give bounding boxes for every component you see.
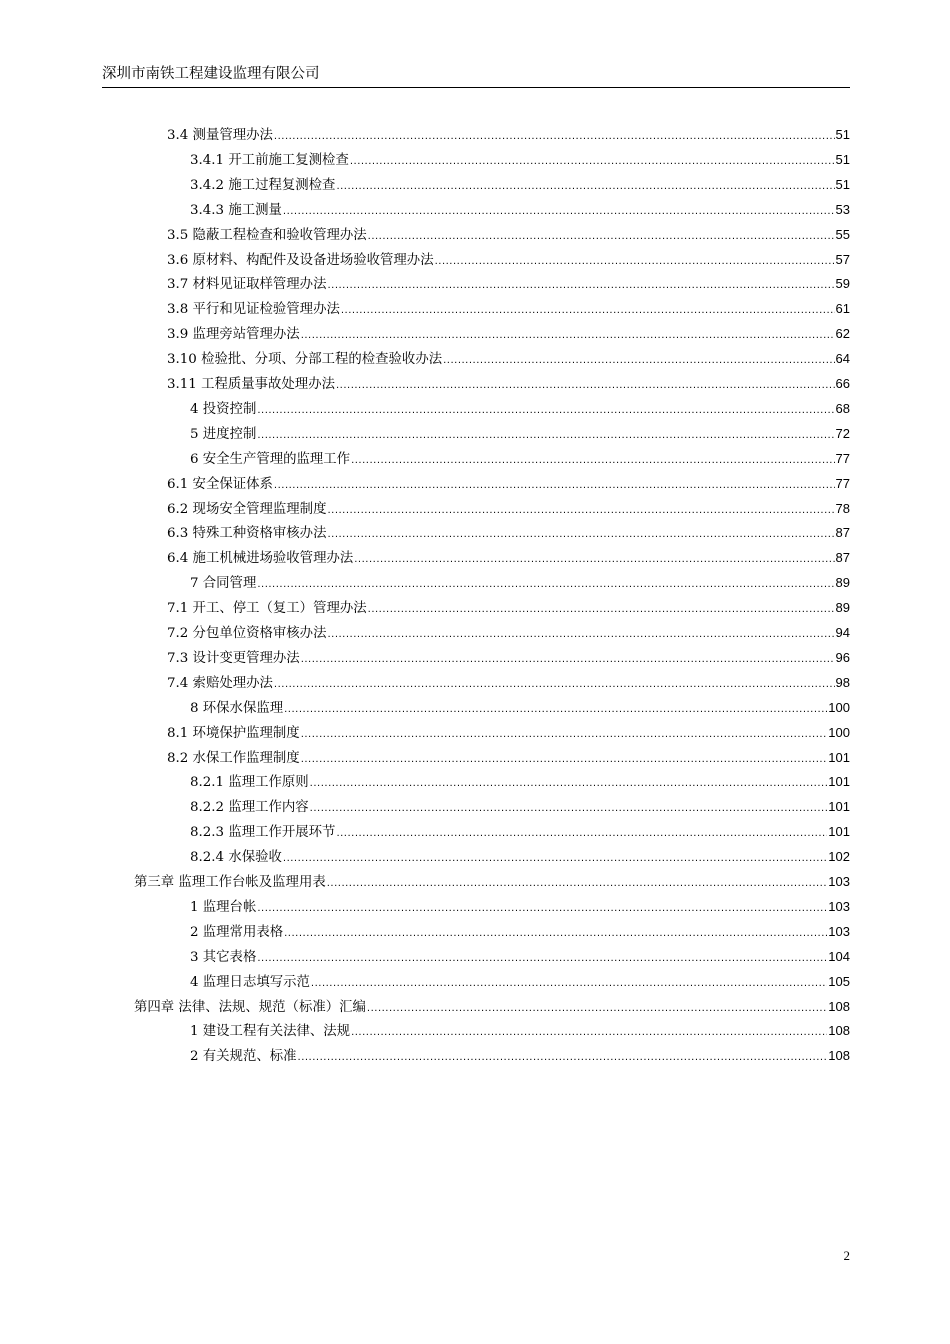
toc-entry-page: 108 — [828, 1048, 850, 1064]
toc-entry-page: 87 — [835, 525, 850, 541]
toc-entry-page: 103 — [828, 898, 850, 914]
toc-dot-leader — [257, 953, 827, 964]
toc-entry[interactable] — [167, 747, 850, 772]
toc-entry[interactable] — [190, 821, 850, 846]
toc-entry-page: 105 — [828, 973, 850, 989]
toc-entry[interactable] — [190, 946, 850, 971]
toc-entry-label: 3.11 工程质量事故处理办法 — [167, 377, 335, 392]
toc-entry-label: 第三章 监理工作台帐及监理用表 — [134, 875, 326, 890]
toc-dot-leader — [283, 853, 827, 864]
toc-entry-page: 57 — [835, 251, 850, 267]
toc-entry[interactable] — [134, 996, 850, 1021]
toc-dot-leader — [284, 928, 827, 939]
toc-entry-label: 6.1 安全保证体系 — [167, 476, 273, 492]
page-number: 2 — [843, 1248, 850, 1263]
toc-entry-page: 101 — [828, 749, 850, 765]
toc-entry[interactable] — [190, 448, 850, 473]
toc-dot-leader — [274, 679, 835, 690]
toc-dot-leader — [336, 181, 834, 192]
toc-entry-label: 3.10 检验批、分项、分部工程的检查验收办法 — [167, 352, 443, 368]
toc-entry[interactable] — [190, 697, 850, 722]
toc-entry-page: 101 — [828, 774, 850, 790]
toc-dot-leader — [283, 206, 835, 217]
toc-dot-leader — [301, 754, 828, 765]
toc-entry[interactable] — [190, 796, 850, 821]
toc-entry-label: 2 有关规范、标准 — [190, 1049, 297, 1065]
toc-entry[interactable] — [190, 971, 850, 996]
toc-entry-label: 7.3 设计变更管理办法 — [167, 650, 300, 666]
toc-entry[interactable] — [190, 199, 850, 224]
toc-dot-leader — [327, 878, 828, 889]
toc-entry[interactable] — [167, 498, 850, 523]
toc-entry-page: 96 — [835, 649, 850, 665]
toc-dot-leader — [257, 405, 834, 416]
toc-entry[interactable] — [167, 622, 850, 647]
toc-dot-leader — [336, 380, 835, 391]
toc-entry-label: 8.2 水保工作监理制度 — [167, 750, 300, 766]
toc-entry[interactable] — [190, 846, 850, 871]
toc-entry[interactable] — [167, 273, 850, 298]
toc-dot-leader — [301, 654, 835, 665]
toc-entry-label: 4 投资控制 — [190, 401, 257, 417]
toc-dot-leader — [257, 430, 834, 441]
toc-dot-leader — [274, 131, 835, 142]
toc-entry-page: 101 — [828, 824, 850, 840]
toc-entry-label: 3.4.3 施工测量 — [190, 202, 282, 218]
toc-entry-page: 103 — [828, 874, 850, 889]
toc-entry-page: 100 — [828, 724, 850, 740]
toc-dot-leader — [368, 604, 835, 615]
toc-entry-label: 8.1 环境保护监理制度 — [167, 725, 300, 741]
toc-entry-page: 53 — [835, 201, 850, 217]
toc-entry-label: 1 建设工程有关法律、法规 — [190, 1024, 351, 1040]
toc-entry-label: 7.1 开工、停工（复工）管理办法 — [167, 601, 367, 617]
toc-entry[interactable] — [190, 423, 850, 448]
toc-dot-leader — [443, 355, 834, 366]
toc-entry-page: 62 — [835, 326, 850, 342]
toc-entry[interactable] — [134, 871, 850, 896]
toc-entry-page: 78 — [835, 500, 850, 516]
toc-entry[interactable] — [190, 572, 850, 597]
toc-dot-leader — [354, 554, 834, 565]
toc-entry-page: 87 — [835, 550, 850, 566]
toc-dot-leader — [351, 455, 834, 466]
toc-entry-label: 7.2 分包单位资格审核办法 — [167, 626, 327, 641]
toc-entry-label: 6.2 现场安全管理监理制度 — [167, 501, 327, 517]
toc-entry-page: 103 — [828, 923, 850, 939]
toc-entry-label: 8 环保水保监理 — [190, 700, 284, 716]
toc-dot-leader — [327, 529, 834, 540]
toc-entry-page: 89 — [835, 575, 850, 591]
toc-entry-label: 6 安全生产管理的监理工作 — [190, 451, 351, 467]
toc-entry-page: 101 — [828, 799, 850, 815]
toc-entry-label: 8.2.2 监理工作内容 — [190, 800, 309, 816]
toc-entry-page: 94 — [835, 625, 850, 640]
toc-entry-page: 100 — [828, 699, 850, 715]
toc-entry[interactable] — [190, 1045, 850, 1070]
toc-entry-label: 3.4 测量管理办法 — [167, 128, 273, 143]
toc-entry-label: 5 进度控制 — [190, 426, 257, 442]
toc-entry-page: 72 — [835, 425, 850, 441]
toc-entry-label: 3.7 材料见证取样管理办法 — [167, 277, 327, 293]
toc-dot-leader — [327, 629, 834, 640]
toc-entry[interactable] — [190, 771, 850, 796]
toc-entry-label: 第四章 法律、法规、规范（标准）汇编 — [134, 999, 366, 1015]
toc-entry[interactable] — [167, 298, 850, 323]
toc-entry-label: 4 监理日志填写示范 — [190, 974, 310, 990]
toc-dot-leader — [257, 903, 827, 914]
toc-dot-leader — [350, 156, 835, 167]
toc-dot-leader — [301, 729, 828, 740]
toc-entry-page: 102 — [828, 849, 850, 865]
toc-dot-leader — [311, 978, 827, 989]
toc-entry[interactable] — [167, 647, 850, 672]
toc-entry-page: 51 — [835, 176, 850, 192]
toc-entry-page: 51 — [835, 127, 850, 142]
toc-entry[interactable] — [167, 672, 850, 697]
toc-entry-label: 3.4.1 开工前施工复测检查 — [190, 152, 349, 168]
toc-entry-label: 6.4 施工机械进场验收管理办法 — [167, 551, 354, 567]
toc-dot-leader — [368, 231, 835, 242]
toc-dot-leader — [310, 778, 828, 789]
toc-entry-label: 8.2.4 水保验收 — [190, 850, 282, 866]
toc-entry-label: 3.5 隐蔽工程检查和验收管理办法 — [167, 227, 367, 243]
toc-entry-label: 7.4 索赔处理办法 — [167, 675, 273, 691]
toc-entry-label: 2 监理常用表格 — [190, 924, 284, 940]
company-name: 深圳市南铁工程建设监理有限公司 — [102, 66, 320, 82]
toc-entry-page: 61 — [835, 301, 850, 317]
toc-entry[interactable] — [167, 224, 850, 249]
toc-entry-label: 7 合同管理 — [190, 576, 257, 592]
toc-entry-page: 66 — [835, 376, 850, 391]
toc-entry-label: 3.6 原材料、构配件及设备进场验收管理办法 — [167, 252, 434, 268]
toc-dot-leader — [301, 330, 835, 341]
toc-dot-leader — [274, 480, 835, 491]
toc-dot-leader — [367, 1003, 827, 1014]
toc-entry-page: 104 — [828, 948, 850, 964]
toc-entry-page: 77 — [835, 450, 850, 466]
toc-entry-page: 55 — [835, 226, 850, 242]
toc-dot-leader — [284, 704, 827, 715]
toc-entry-label: 1 监理台帐 — [190, 899, 257, 915]
toc-dot-leader — [310, 803, 828, 814]
toc-entry-label: 3.8 平行和见证检验管理办法 — [167, 302, 340, 318]
toc-entry-page: 64 — [835, 351, 850, 367]
toc-entry-label: 8.2.3 监理工作开展环节 — [190, 825, 336, 841]
toc-entry[interactable] — [167, 722, 850, 747]
toc-entry-page: 51 — [835, 151, 850, 167]
toc-entry[interactable] — [167, 249, 850, 274]
toc-entry-label: 6.3 特殊工种资格审核办法 — [167, 526, 327, 542]
toc-entry-page: 108 — [828, 998, 850, 1014]
toc-entry-page: 77 — [835, 475, 850, 491]
toc-entry[interactable] — [167, 522, 850, 547]
toc-entry[interactable] — [167, 348, 850, 373]
toc-entry-page: 68 — [835, 400, 850, 416]
toc-dot-leader — [327, 505, 834, 516]
toc-entry[interactable] — [167, 473, 850, 498]
toc-dot-leader — [257, 579, 834, 590]
toc-dot-leader — [341, 305, 835, 316]
toc-entry[interactable] — [167, 124, 850, 149]
toc-entry-label: 8.2.1 监理工作原则 — [190, 775, 309, 791]
toc-dot-leader — [351, 1027, 827, 1038]
toc-entry[interactable] — [190, 398, 850, 423]
toc-entry-page: 98 — [835, 674, 850, 690]
toc-entry[interactable] — [190, 174, 850, 199]
toc-entry-page: 59 — [835, 276, 850, 292]
page-header — [102, 64, 850, 88]
toc-entry[interactable] — [190, 896, 850, 921]
toc-entry-label: 3.4.2 施工过程复测检查 — [190, 177, 336, 193]
toc-entry-label: 3.9 监理旁站管理办法 — [167, 327, 300, 343]
toc-entry[interactable] — [190, 921, 850, 946]
toc-dot-leader — [336, 828, 827, 839]
toc-entry[interactable] — [190, 1020, 850, 1045]
toc-dot-leader — [435, 256, 835, 267]
toc-dot-leader — [298, 1052, 828, 1063]
toc-entry[interactable] — [190, 149, 850, 174]
toc-dot-leader — [327, 280, 834, 291]
toc-entry-page: 108 — [828, 1023, 850, 1039]
toc-entry[interactable] — [167, 373, 850, 398]
toc-entry[interactable] — [167, 547, 850, 572]
toc-entry[interactable] — [167, 323, 850, 348]
toc-entry[interactable] — [167, 597, 850, 622]
toc-entry-page: 89 — [835, 600, 850, 616]
toc-entry-label: 3 其它表格 — [190, 949, 257, 965]
